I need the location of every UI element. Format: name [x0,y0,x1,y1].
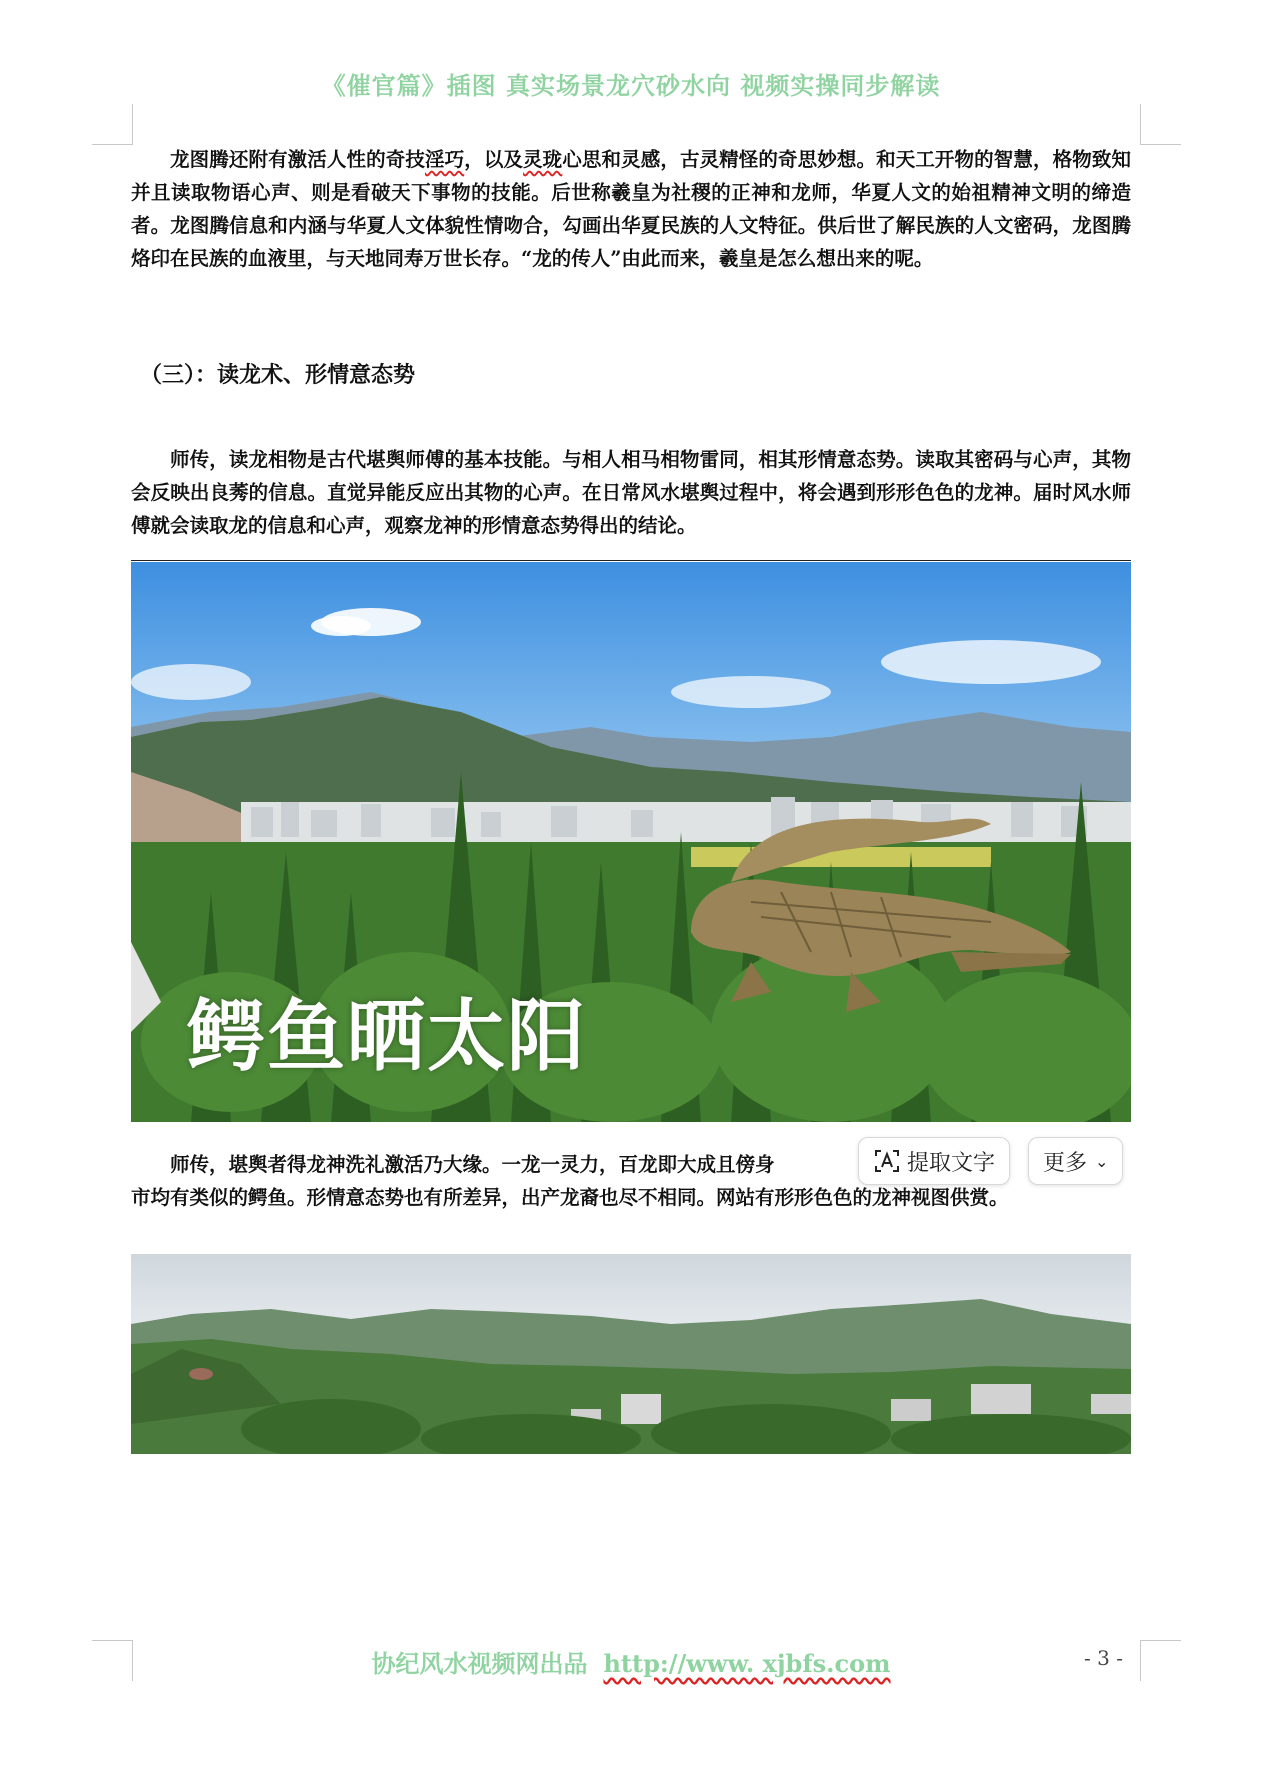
crop-mark-top-right [1140,104,1181,145]
spellcheck-word-2: 灵珑 [523,148,563,171]
page-footer [0,1644,1262,1679]
text-scan-icon [873,1147,901,1175]
extract-text-label: 提取文字 [907,1150,996,1176]
photo-caption: 鳄鱼晒太阳 [187,992,588,1082]
paragraph-dragon-totem: 龙图腾还附有激活人性的奇技淫巧，以及灵珑心思和灵感，古灵精怪的奇思妙想。和天工开物的智慧，格物致知并且读取物语心声、则是看破天下事物的技能。后世称羲皇为社稷的正神和龙师，华夏人文的始祖精神文明的缔造者。龙图腾信息和内涵与华夏人文体貌性情吻合，勾画出华夏民族的人文特征。供后世了解民族的人文密码，龙图腾烙印在民族的血液里，与天地同寿万世长存。“龙的传人”由此而来，羲皇是怎么想出来的呢。 [131,148,1131,270]
more-button[interactable] [1028,1137,1123,1185]
more-label: 更多 [1043,1150,1088,1176]
footer-text: 协纪风水视频网出品 [371,1649,588,1678]
paragraph-reading-dragon: 师传，读龙相物是古代堪舆师傅的基本技能。与相人相马相物雷同，相其形情意态势。读取其密码与心声，其物会反映出良莠的信息。直觉异能反应出其物的心声。在日常风水堪舆过程中，将会遇到形形色色的龙神。届时风水师傅就会读取龙的信息和心声，观察龙神的形情意态势得出的结论。 [131,448,1131,537]
crop-mark-top-left [92,104,133,145]
page-header-title: 《催官篇》插图 真实场景龙穴砂水向 视频实操同步解读 [321,71,941,100]
footer-website-link[interactable]: http://www. xjbfs.com [603,1649,891,1678]
village-landscape-illustration [131,1254,1131,1454]
crocodile-landscape-photo [131,562,1131,1122]
section-heading: （三）：读龙术、形情意态势 [140,362,416,388]
chevron-down-icon: ⌄ [1095,1151,1109,1171]
paragraph-dragon-blessing: 师传，堪舆者得龙神洗礼激活乃大缘。一龙一灵力，百龙即大成且傍身 市均有类似的鳄鱼。形情意态势也有所差异，出产龙裔也尽不相同。网站有形形色色的龙神视图供赏。 [131,1153,1009,1209]
mountain-village-photo [131,1254,1131,1454]
extract-text-button[interactable] [858,1137,1010,1185]
image-top-border [131,560,1131,561]
image-ocr-toolbar [858,1137,1123,1185]
spellcheck-word-1: 淫巧 [424,148,465,171]
page-number: - 3 - [1084,1646,1123,1670]
